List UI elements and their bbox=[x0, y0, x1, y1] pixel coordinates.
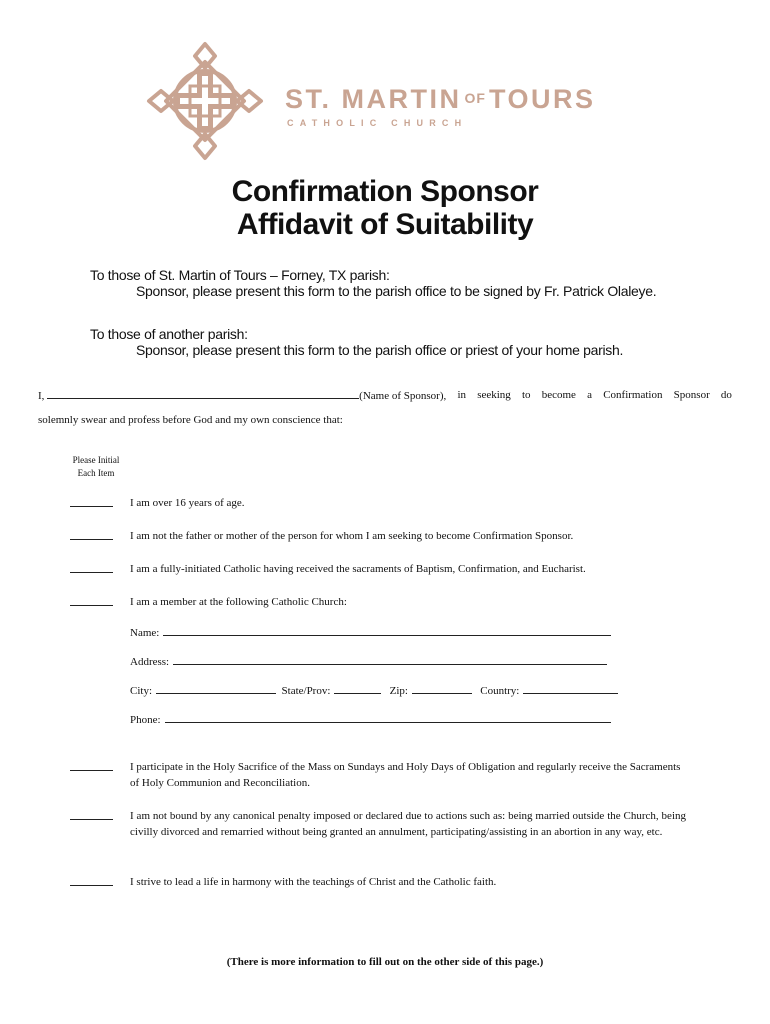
initial-field[interactable] bbox=[70, 539, 113, 540]
church-zip-label: Zip: bbox=[389, 685, 408, 697]
church-address-row bbox=[130, 655, 607, 668]
oath-word: to bbox=[521, 389, 531, 401]
oath-continuation: solemnly swear and profess before God and my own conscience that: bbox=[38, 414, 343, 426]
local-parish-heading: To those of St. Martin of Tours – Forney, TX parish: bbox=[90, 267, 390, 283]
brand-name-part1: ST. MARTIN bbox=[285, 84, 462, 114]
church-address-label: Address: bbox=[130, 656, 170, 668]
item-text: I am a member at the following Catholic Church: bbox=[130, 596, 347, 608]
oath-word: become bbox=[541, 389, 576, 401]
title-line1: Confirmation Sponsor bbox=[231, 175, 539, 208]
initial-header-line2: Each Item bbox=[77, 468, 115, 478]
church-phone-row bbox=[130, 713, 611, 726]
church-country-label: Country: bbox=[480, 685, 520, 697]
oath-word: a bbox=[587, 389, 593, 401]
initial-field[interactable] bbox=[70, 770, 113, 771]
church-address-field[interactable] bbox=[173, 655, 607, 665]
church-phone-label: Phone: bbox=[130, 714, 161, 726]
initial-field[interactable] bbox=[70, 605, 113, 606]
initial-column-header bbox=[64, 454, 128, 480]
local-parish-text: Sponsor, please present this form to the parish office to be signed by Fr. Patrick Olaleye. bbox=[136, 283, 657, 299]
brand-name bbox=[285, 84, 595, 115]
church-location-row bbox=[130, 684, 618, 697]
initial-field[interactable] bbox=[70, 819, 113, 820]
cross-emblem-icon bbox=[145, 40, 265, 162]
church-city-label: City: bbox=[130, 685, 153, 697]
church-name-label: Name: bbox=[130, 627, 160, 639]
oath-word: do bbox=[720, 389, 732, 401]
church-name-field[interactable] bbox=[163, 626, 611, 636]
item-text: I participate in the Holy Sacrifice of the Mass on Sundays and Holy Days of Obligation and regularly receive the Sacraments of Holy Communion and Reconciliation. bbox=[130, 761, 681, 789]
church-state-label: State/Prov: bbox=[281, 685, 331, 697]
other-parish-text: Sponsor, please present this form to the parish office or priest of your home parish. bbox=[136, 342, 624, 358]
item-text: I am a fully-initiated Catholic having received the sacraments of Baptism, Confirmation, and Eucharist. bbox=[130, 563, 586, 575]
church-phone-field[interactable] bbox=[165, 713, 611, 723]
initial-field[interactable] bbox=[70, 572, 113, 573]
church-name-row bbox=[130, 626, 611, 639]
item-text: I am not the father or mother of the person for whom I am seeking to become Confirmation Sponsor. bbox=[130, 530, 574, 542]
initial-field[interactable] bbox=[70, 506, 113, 507]
initial-header-line1: Please Initial bbox=[72, 455, 120, 465]
oath-name-group bbox=[38, 389, 446, 402]
brand-subtitle: CATHOLIC CHURCH bbox=[287, 118, 468, 128]
sponsor-name-field[interactable] bbox=[47, 389, 359, 399]
oath-word: seeking bbox=[477, 389, 511, 401]
oath-name-hint: (Name of Sponsor), bbox=[359, 390, 447, 402]
oath-word: in bbox=[457, 389, 466, 401]
church-state-field[interactable] bbox=[334, 684, 381, 694]
page-title bbox=[0, 175, 770, 241]
other-parish-heading: To those of another parish: bbox=[90, 326, 248, 342]
title-line2: Affidavit of Suitability bbox=[236, 208, 534, 241]
church-country-field[interactable] bbox=[523, 684, 618, 694]
brand-name-part2: TOURS bbox=[488, 84, 596, 114]
item-text: I am over 16 years of age. bbox=[130, 497, 245, 509]
oath-word: Sponsor bbox=[673, 389, 710, 401]
oath-word: Confirmation bbox=[603, 389, 663, 401]
brand-name-of: OF bbox=[464, 90, 486, 106]
footer-note: (There is more information to fill out on the other side of this page.) bbox=[226, 956, 544, 968]
oath-line bbox=[38, 389, 732, 402]
church-city-field[interactable] bbox=[156, 684, 276, 694]
church-zip-field[interactable] bbox=[412, 684, 472, 694]
item-text: I am not bound by any canonical penalty imposed or declared due to actions such as: being married outside the Church, being civilly divorced and remarried without being granted an annulment, participating/assisting in an abortion in any way, etc. bbox=[130, 810, 686, 838]
item-text: I strive to lead a life in harmony with the teachings of Christ and the Catholic faith. bbox=[130, 876, 497, 888]
initial-field[interactable] bbox=[70, 885, 113, 886]
oath-prefix: I, bbox=[38, 390, 45, 402]
